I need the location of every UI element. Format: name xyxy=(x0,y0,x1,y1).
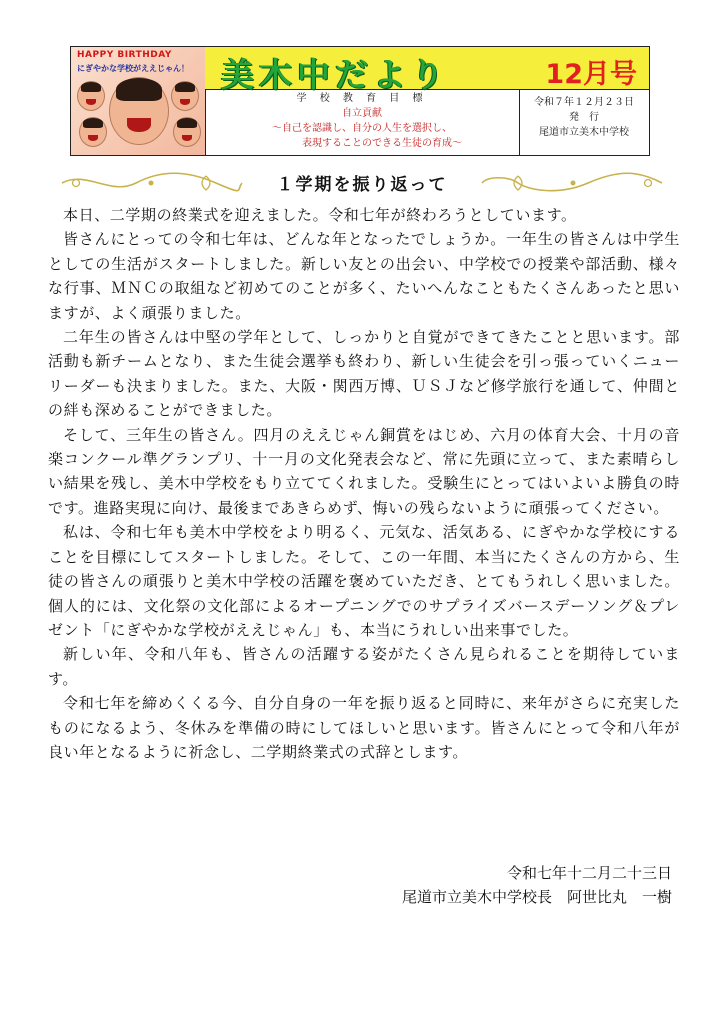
goals-line-1: ～自己を認識し、自分の人生を選択し、 xyxy=(272,123,452,134)
face-small xyxy=(171,81,199,111)
face-small xyxy=(173,117,201,147)
photo-caption: にぎやかな学校がええじゃん！ xyxy=(77,64,189,73)
article-heading: １学期を振り返って xyxy=(276,175,448,195)
publication-date: 令和７年１２月２３日 xyxy=(534,97,634,108)
closing-block xyxy=(402,861,672,909)
publication-issued: 発 行 xyxy=(569,112,599,123)
closing-date: 令和七年十二月二十三日 xyxy=(506,864,672,882)
goals-heading: 学 校 教 育 目 標 xyxy=(296,93,428,104)
paragraph: 皆さんにとっての令和七年は、どんな年となったでしょうか。一年生の皆さんは中学生としての生活がスタートしました。新しい友との出会い、中学校での授業や部活動、様々な行事、ＭＮＣの取組など初めてのことが多く、たいへんなこともたくさんあったと思いますが、よく頑張りました。 xyxy=(48,230,680,322)
paragraph: 私は、令和七年も美木中学校をより明るく、元気な、活気ある、にぎやかな学校にすることを目標にしてスタートしました。そして、この一年間、本当にたくさんの方から、生徒の皆さんの頑張りと美木中学校の活躍を褒めていただき、とてもうれしく思いました。個人的には、文化祭の文化部によるオープニングでのサプライズバースデーソング＆プレゼント「にぎやかな学校がええじゃん」も、本当にうれしい出来事でした。 xyxy=(48,523,680,639)
paragraph: そして、三年生の皆さん。四月のええじゃん銅賞をはじめ、六月の体育大会、十月の音楽コンクール準グランプリ、十一月の文化発表会など、常に先頭に立って、また素晴らしい結果を残し、美木中学校をもり立ててくれました。受験生にとってはいよいよ勝負の時です。進路実現に向け、最後まであきらめず、悔いの残らないように頑張ってください。 xyxy=(48,425,680,517)
paragraph: 本日、二学期の終業式を迎えました。令和七年が終わろうとしています。 xyxy=(63,206,577,224)
goals-line-2: 表現することのできる生徒の育成～ xyxy=(302,138,462,149)
publication-info xyxy=(519,89,649,155)
birthday-photo xyxy=(71,47,206,155)
newsletter-title: 美木中だより xyxy=(221,55,449,94)
school-goals xyxy=(205,89,520,155)
paragraph: 新しい年、令和八年も、皆さんの活躍する姿がたくさん見られることを期待しています。 xyxy=(48,645,680,688)
issue-number: 12月号 xyxy=(545,59,637,90)
face-small xyxy=(77,81,105,111)
paragraph: 二年生の皆さんは中堅の学年として、しっかりと自覚ができてきたことと思います。部活動も新チームとなり、また生徒会選挙も終わり、新しい生徒会を引っ張っていくニューリーダーも決まりました。また、大阪・関西万博、ＵＳＪなど修学旅行を通して、仲間との絆も深めることができました。 xyxy=(48,328,680,420)
article-body xyxy=(48,203,680,764)
principal-signature: 尾道市立美木中学校長 阿世比丸 一樹 xyxy=(401,888,672,906)
publisher-name: 尾道市立美木中学校 xyxy=(539,127,629,138)
newsletter-header xyxy=(70,46,650,156)
paragraph: 令和七年を締めくくる今、自分自身の一年を振り返ると同時に、来年がさらに充実したものになるよう、冬休みを準備の時にしてほしいと思います。皆さんにとって令和八年が良い年となるように祈念し、二学期終業式の式辞とします。 xyxy=(48,694,680,761)
photo-banner: HAPPY BIRTHDAY xyxy=(77,50,172,60)
ornament-right-icon xyxy=(478,172,668,194)
heading-row xyxy=(56,170,668,196)
title-band xyxy=(205,47,649,94)
face-small xyxy=(79,117,107,147)
face-main xyxy=(109,77,169,145)
goals-motto: 自立貢献 xyxy=(342,108,382,119)
